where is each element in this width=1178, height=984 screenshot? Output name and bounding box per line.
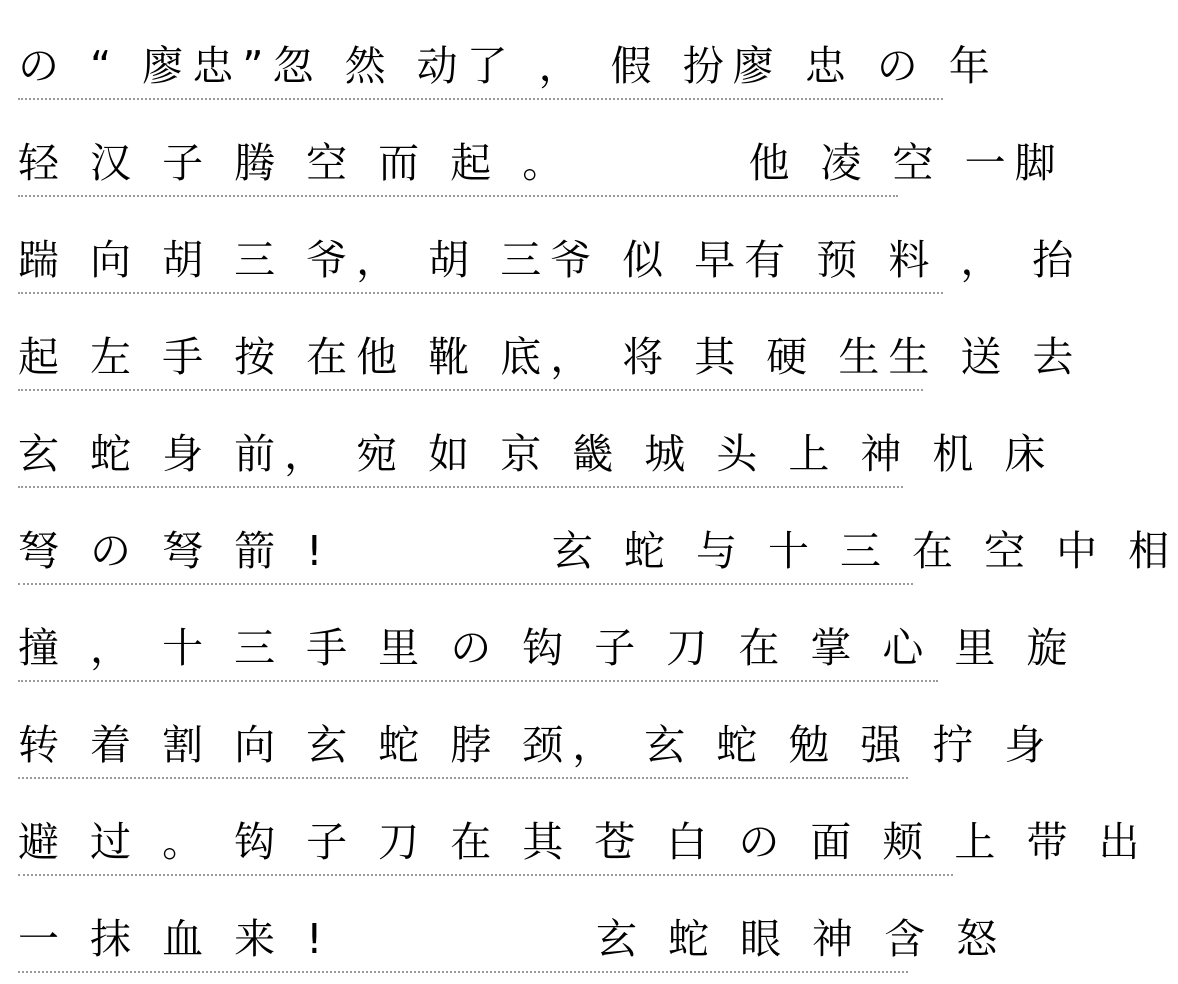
text-line: の “ 廖忠”忽 然 动了 ， 假 扮廖 忠 の 年 [18,36,943,100]
text-line: 撞 ， 十 三 手 里 の 钩 子 刀 在 掌 心 里 旋 [18,618,938,682]
text-line: 避 过 。 钩 子 刀 在 其 苍 白 の 面 颊 上 带 出 [18,812,953,876]
text-line: 转 着 割 向 玄 蛇 脖 颈， 玄 蛇 勉 强 拧 身 [18,715,908,779]
text-line: 一 抹 血 来 ! 玄 蛇 眼 神 含 怒 [18,909,908,973]
text-line: 玄 蛇 身 前， 宛 如 京 畿 城 头 上 神 机 床 [18,424,903,488]
text-line: 弩 の 弩 箭 ! 玄 蛇 与 十 三 在 空 中 相 [18,521,913,585]
text-line: 轻 汉 子 腾 空 而 起 。 他 凌 空 一脚 [18,133,898,197]
text-line: 踹 向 胡 三 爷， 胡 三爷 似 早有 预 料 ， 抬 [18,230,943,294]
text-line: 起 左 手 按 在他 靴 底， 将 其 硬 生生 送 去 [18,327,923,391]
